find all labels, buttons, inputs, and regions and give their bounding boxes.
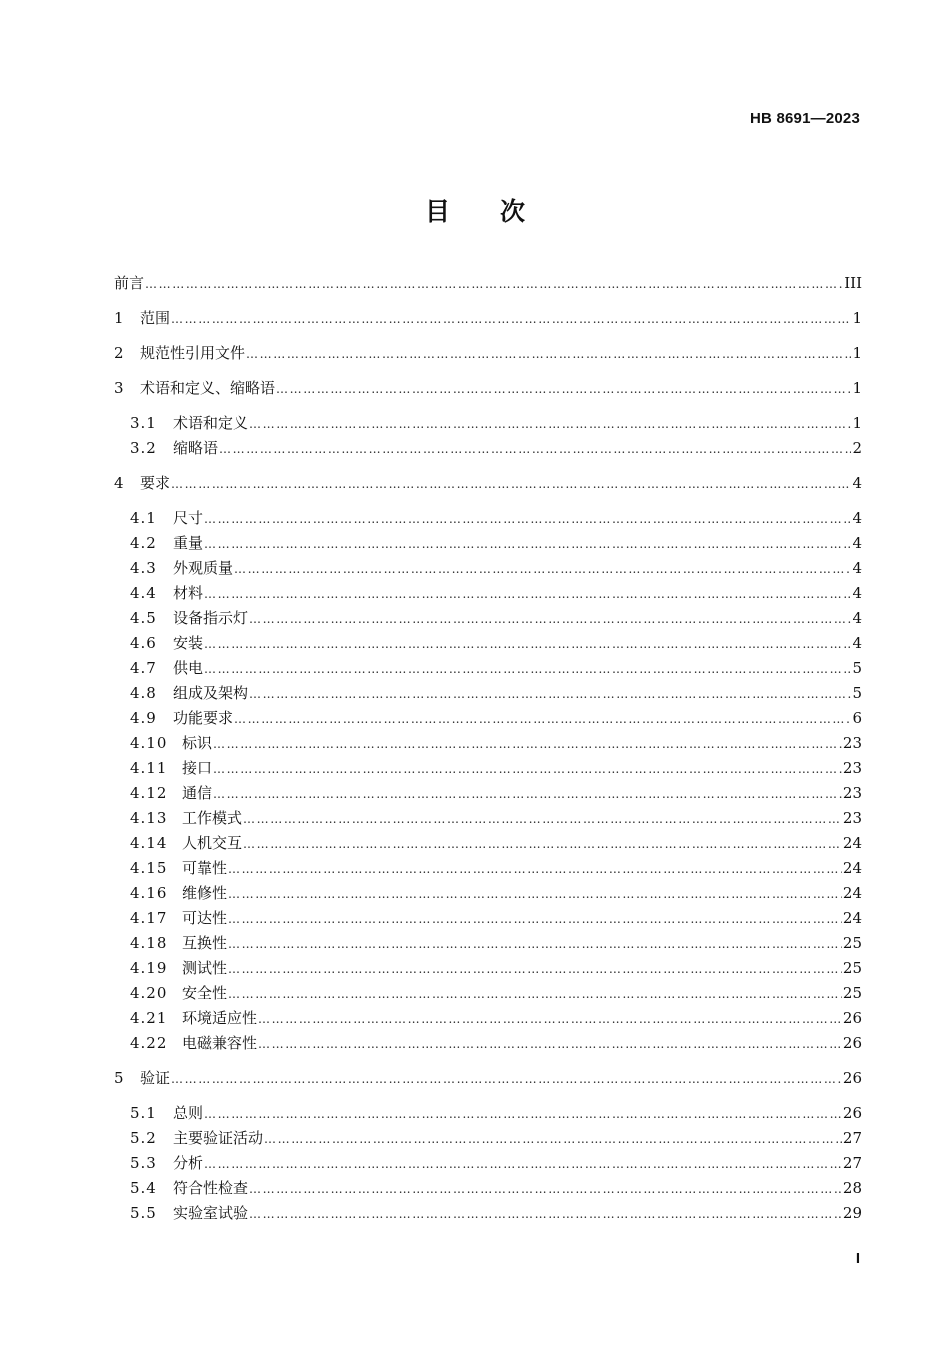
toc-entry-number: 4.22 (130, 1034, 168, 1052)
toc-entry-number: 4.14 (130, 834, 168, 852)
toc-leader-dots (243, 808, 842, 830)
toc-entry[interactable] (114, 472, 862, 494)
toc-entry-number: 4.21 (130, 1009, 168, 1027)
toc-entry[interactable] (130, 957, 862, 979)
toc-entry-number: 5.2 (130, 1129, 157, 1147)
toc-entry-number: 5.3 (130, 1154, 157, 1172)
toc-entry-title: 范围 (140, 309, 171, 327)
toc-entry-number: 4.15 (130, 859, 168, 877)
toc-entry-page: 4 (852, 559, 862, 577)
toc-entry-page: 24 (842, 909, 862, 927)
toc-entry-page: 4 (852, 509, 862, 527)
toc-leader-dots (249, 1203, 842, 1225)
toc-entry-title: 符合性检查 (173, 1179, 249, 1197)
toc-entry-number: 5.4 (130, 1179, 157, 1197)
toc-entry-title: 设备指示灯 (173, 609, 249, 627)
toc-entry[interactable] (114, 377, 862, 399)
toc-entry-title: 环境适应性 (182, 1009, 258, 1027)
toc-entry[interactable] (130, 437, 862, 459)
toc-entry-title: 重量 (173, 534, 204, 552)
toc-leader-dots (213, 758, 842, 780)
toc-entry-number: 4.1 (130, 509, 157, 527)
toc-entry-number: 4.13 (130, 809, 168, 827)
toc-entry-page: 24 (842, 834, 862, 852)
toc-entry-number: 4.4 (130, 584, 157, 602)
toc-entry-page: 1 (852, 344, 862, 362)
toc-entry-number: 4.3 (130, 559, 157, 577)
toc-entry-title: 缩略语 (173, 439, 219, 457)
toc-entry-number: 4.5 (130, 609, 157, 627)
toc-entry[interactable] (130, 557, 862, 579)
toc-leader-dots (228, 983, 842, 1005)
toc-entry[interactable] (130, 1152, 862, 1174)
toc-entry-title: 安全性 (182, 984, 228, 1002)
toc-entry[interactable] (130, 1007, 862, 1029)
toc-entry[interactable] (130, 532, 862, 554)
toc-entry[interactable] (130, 657, 862, 679)
toc-entry-page: 26 (842, 1069, 862, 1087)
toc-entry[interactable] (130, 632, 862, 654)
toc-entry-title: 规范性引用文件 (140, 344, 246, 362)
toc-entry-title: 测试性 (182, 959, 228, 977)
toc-leader-dots (258, 1033, 842, 1055)
page-title (0, 192, 950, 228)
toc-entry-title: 互换性 (182, 934, 228, 952)
toc-entry-page: 5 (852, 659, 862, 677)
toc-entry[interactable] (114, 342, 862, 364)
toc-leader-dots (246, 343, 851, 365)
toc-entry-page: 29 (842, 1204, 862, 1222)
toc-entry-page: 6 (852, 709, 862, 727)
toc-entry[interactable] (130, 1102, 862, 1124)
toc-leader-dots (204, 1153, 842, 1175)
toc-entry-title: 尺寸 (173, 509, 204, 527)
toc-entry-page: 28 (842, 1179, 862, 1197)
toc-leader-dots (249, 1178, 842, 1200)
toc-entry-title: 安装 (173, 634, 204, 652)
toc-entry[interactable] (130, 882, 862, 904)
toc-entry-number: 4.2 (130, 534, 157, 552)
title-char-2: 次 (500, 197, 526, 226)
toc-entry[interactable] (130, 707, 862, 729)
toc-entry-page: III (844, 274, 862, 292)
toc-entry-number: 4.18 (130, 934, 168, 952)
toc-entry[interactable] (130, 982, 862, 1004)
toc-entry-page: 26 (842, 1034, 862, 1052)
toc-entry[interactable] (130, 582, 862, 604)
toc-leader-dots (228, 933, 842, 955)
toc-entry-title: 通信 (182, 784, 213, 802)
toc-entry-number: 4.17 (130, 909, 168, 927)
toc-leader-dots (234, 558, 851, 580)
toc-entry-page: 2 (852, 439, 862, 457)
toc-entry-number: 4 (114, 474, 125, 492)
toc-leader-dots (228, 883, 842, 905)
toc-entry[interactable] (114, 307, 862, 329)
toc-entry[interactable] (130, 857, 862, 879)
toc-entry-page: 4 (852, 474, 862, 492)
toc-leader-dots (204, 633, 851, 655)
toc-entry-title: 人机交互 (182, 834, 243, 852)
toc-entry-page: 1 (852, 379, 862, 397)
toc-entry-title: 标识 (182, 734, 213, 752)
toc-leader-dots (258, 1008, 842, 1030)
toc-entry[interactable] (130, 607, 862, 629)
toc-entry-number: 4.12 (130, 784, 168, 802)
toc-entry-title: 术语和定义、缩略语 (140, 379, 276, 397)
toc-entry[interactable] (114, 1067, 862, 1089)
toc-entry-page: 26 (842, 1009, 862, 1027)
toc-leader-dots (213, 733, 842, 755)
toc-entry-page: 27 (842, 1129, 862, 1147)
toc-entry[interactable] (130, 1202, 862, 1224)
toc-entry-page: 26 (842, 1104, 862, 1122)
toc-entry-number: 4.10 (130, 734, 168, 752)
toc-leader-dots (213, 783, 842, 805)
toc-entry-number: 4.20 (130, 984, 168, 1002)
toc-entry-number: 3.1 (130, 414, 157, 432)
toc-entry-title: 主要验证活动 (173, 1129, 264, 1147)
toc-entry-title: 工作模式 (182, 809, 243, 827)
toc-entry-page: 4 (852, 534, 862, 552)
toc-entry[interactable] (130, 757, 862, 779)
toc-leader-dots (171, 308, 851, 330)
toc-entry-number: 5.5 (130, 1204, 157, 1222)
title-char-1: 目 (424, 197, 450, 226)
toc-entry-title: 可靠性 (182, 859, 228, 877)
toc-leader-dots (171, 1068, 842, 1090)
toc-leader-dots (243, 833, 842, 855)
toc-entry-page: 24 (842, 884, 862, 902)
toc-entry-page: 1 (852, 414, 862, 432)
toc-entry-page: 4 (852, 584, 862, 602)
toc-entry-title: 要求 (140, 474, 171, 492)
toc-entry-number: 3 (114, 379, 125, 397)
toc-leader-dots (249, 413, 851, 435)
toc-entry[interactable] (130, 782, 862, 804)
toc-leader-dots (228, 908, 842, 930)
toc-leader-dots (204, 583, 851, 605)
toc-entry-number: 4.11 (130, 759, 168, 777)
toc-entry[interactable] (130, 732, 862, 754)
toc-leader-dots (219, 438, 851, 460)
toc-entry-title: 总则 (173, 1104, 204, 1122)
toc-entry[interactable] (130, 412, 862, 434)
toc-entry-number: 3.2 (130, 439, 157, 457)
toc-leader-dots (204, 533, 851, 555)
toc-entry[interactable] (130, 807, 862, 829)
toc-entry[interactable] (130, 507, 862, 529)
toc-entry-title: 组成及架构 (173, 684, 249, 702)
toc-leader-dots (204, 658, 851, 680)
toc-entry-title: 分析 (173, 1154, 204, 1172)
toc-entry-number: 5.1 (130, 1104, 157, 1122)
toc-entry-page: 23 (842, 734, 862, 752)
toc-entry-title: 功能要求 (173, 709, 234, 727)
toc-leader-dots (228, 858, 842, 880)
toc-entry-page: 23 (842, 759, 862, 777)
toc-entry-page: 25 (842, 959, 862, 977)
toc-entry-title: 材料 (173, 584, 204, 602)
toc-entry-page: 24 (842, 859, 862, 877)
toc-leader-dots (264, 1128, 842, 1150)
toc-entry-title: 外观质量 (173, 559, 234, 577)
toc-entry-title: 维修性 (182, 884, 228, 902)
toc-entry-title: 电磁兼容性 (182, 1034, 258, 1052)
toc-entry-number: 2 (114, 344, 125, 362)
toc-entry[interactable] (130, 682, 862, 704)
toc-entry-title: 前言 (114, 274, 145, 292)
toc-entry[interactable] (130, 907, 862, 929)
toc-entry-number: 4.9 (130, 709, 157, 727)
toc-entry[interactable] (130, 932, 862, 954)
toc-entry-number: 5 (114, 1069, 125, 1087)
toc-entry[interactable] (114, 272, 862, 294)
toc-entry-page: 4 (852, 634, 862, 652)
toc-leader-dots (228, 958, 842, 980)
toc-leader-dots (249, 608, 851, 630)
toc-entry-title: 验证 (140, 1069, 171, 1087)
toc-entry[interactable] (130, 1177, 862, 1199)
toc-entry-page: 27 (842, 1154, 862, 1172)
toc-leader-dots (171, 473, 851, 495)
toc-leader-dots (204, 508, 851, 530)
toc-entry-number: 4.6 (130, 634, 157, 652)
toc-entry[interactable] (130, 832, 862, 854)
toc-entry-page: 25 (842, 934, 862, 952)
toc-entry-page: 23 (842, 784, 862, 802)
toc-entry-number: 4.7 (130, 659, 157, 677)
toc-entry-page: 1 (852, 309, 862, 327)
toc-leader-dots (234, 708, 851, 730)
toc-entry-title: 术语和定义 (173, 414, 249, 432)
toc-entry-number: 4.19 (130, 959, 168, 977)
toc-entry-page: 25 (842, 984, 862, 1002)
toc-entry-title: 接口 (182, 759, 213, 777)
toc-leader-dots (276, 378, 851, 400)
toc-entry-number: 1 (114, 309, 125, 327)
toc-entry-number: 4.16 (130, 884, 168, 902)
toc-entry-page: 23 (842, 809, 862, 827)
document-number: HB 8691—2023 (750, 110, 860, 127)
toc-entry-title: 实验室试验 (173, 1204, 249, 1222)
toc-leader-dots (204, 1103, 842, 1125)
toc-leader-dots (145, 273, 843, 295)
page-number: I (855, 1250, 860, 1267)
toc-entry-page: 4 (852, 609, 862, 627)
toc-entry[interactable] (130, 1127, 862, 1149)
toc-entry[interactable] (130, 1032, 862, 1054)
toc-entry-page: 5 (852, 684, 862, 702)
toc-entry-number: 4.8 (130, 684, 157, 702)
toc-leader-dots (249, 683, 851, 705)
toc-entry-title: 可达性 (182, 909, 228, 927)
toc-entry-title: 供电 (173, 659, 204, 677)
